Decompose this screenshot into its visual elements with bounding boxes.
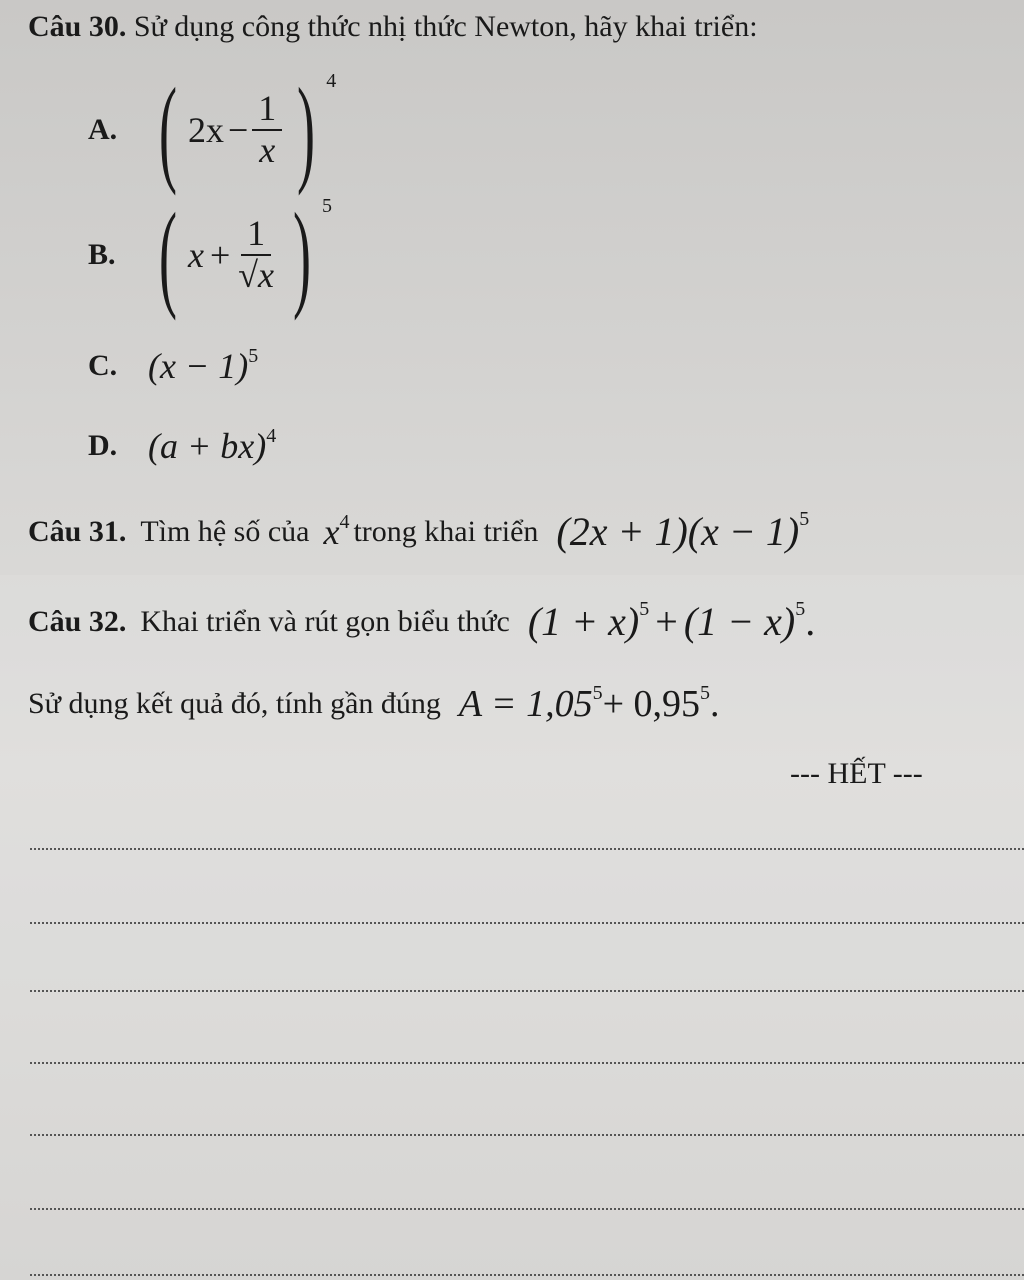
option-b-label: B. bbox=[88, 238, 116, 271]
option-b-exponent: 5 bbox=[321, 195, 332, 217]
answer-line bbox=[30, 1062, 1024, 1064]
question-30-number: Câu 30. bbox=[28, 10, 127, 43]
option-a-expression bbox=[148, 63, 337, 196]
option-b-expression bbox=[148, 188, 332, 321]
option-d-exponent: 4 bbox=[266, 425, 277, 447]
question-31 bbox=[28, 508, 809, 555]
question-32-line2-text: Sử dụng kết quả đó, tính gần đúng bbox=[28, 687, 441, 720]
option-a-operator: − bbox=[227, 110, 249, 150]
variable-x: x bbox=[323, 511, 340, 552]
option-b-numerator: 1 bbox=[241, 214, 271, 256]
option-a-label: A. bbox=[88, 113, 118, 146]
option-d-expr: (a + bx) bbox=[148, 426, 267, 466]
option-a-numerator: 1 bbox=[252, 89, 282, 131]
question-32 bbox=[28, 598, 815, 645]
left-paren: ( bbox=[158, 63, 177, 196]
option-d-label: D. bbox=[88, 429, 118, 462]
expression-exponent: 5 bbox=[799, 508, 810, 530]
expression-body: (2x + 1)(x − 1) bbox=[556, 509, 800, 554]
option-c-expression bbox=[148, 345, 258, 387]
option-a-fraction bbox=[252, 89, 282, 170]
question-31-variable bbox=[323, 511, 349, 553]
question-31-text-after: trong khai triển bbox=[353, 514, 539, 548]
answer-line bbox=[30, 1274, 1024, 1276]
option-b-operator: + bbox=[209, 235, 231, 275]
question-32-expression bbox=[528, 598, 815, 645]
option-a-exponent: 4 bbox=[326, 70, 337, 92]
option-b-base: x bbox=[187, 235, 204, 275]
option-a-denominator: x bbox=[259, 130, 276, 170]
answer-line bbox=[30, 848, 1024, 850]
question-32-number: Câu 32. bbox=[28, 604, 127, 638]
option-b-fraction bbox=[234, 214, 278, 295]
expr1: (1 + x) bbox=[527, 599, 640, 644]
expr2-exponent: 5 bbox=[795, 598, 806, 620]
option-b bbox=[88, 188, 332, 321]
answer-line bbox=[30, 1208, 1024, 1210]
question-32-text: Khai triển và rút gọn biểu thức bbox=[140, 604, 510, 638]
option-d bbox=[88, 425, 276, 467]
option-a bbox=[88, 63, 337, 196]
question-30-text: Sử dụng công thức nhị thức Newton, hãy khai triển: bbox=[133, 10, 758, 43]
expr-tail: . bbox=[805, 599, 816, 644]
question-31-expression bbox=[556, 508, 809, 555]
question-31-text-before: Tìm hệ số của bbox=[140, 514, 310, 548]
right-paren: ) bbox=[293, 188, 311, 321]
expr1-exponent: 5 bbox=[639, 598, 650, 620]
option-c-label: C. bbox=[88, 349, 118, 382]
page-shadow bbox=[0, 575, 1024, 1280]
answer-line bbox=[30, 922, 1024, 924]
line2-mid: + 0,95 bbox=[602, 683, 701, 725]
option-b-denominator: √x bbox=[238, 255, 275, 295]
plus-sign: + bbox=[655, 599, 678, 644]
option-c bbox=[88, 345, 258, 387]
option-d-expression bbox=[148, 425, 276, 467]
option-c-expr: (x − 1) bbox=[148, 346, 249, 386]
question-31-number: Câu 31. bbox=[28, 514, 127, 548]
question-30-header bbox=[28, 10, 758, 44]
end-mark: --- HẾT --- bbox=[790, 757, 923, 790]
line2-exp1: 5 bbox=[592, 682, 603, 704]
answer-line bbox=[30, 990, 1024, 992]
left-paren: ( bbox=[158, 188, 177, 321]
right-paren: ) bbox=[297, 63, 316, 196]
answer-line bbox=[30, 1134, 1024, 1136]
option-c-exponent: 5 bbox=[248, 345, 259, 367]
question-32-line-2 bbox=[28, 682, 720, 726]
expr2: (1 − x) bbox=[683, 599, 796, 644]
line2-exp2: 5 bbox=[700, 682, 711, 704]
line2-tail: . bbox=[710, 683, 720, 725]
question-32-line2-expression bbox=[459, 682, 720, 726]
line2-expr: A = 1,05 bbox=[458, 683, 593, 725]
option-a-base: 2x bbox=[187, 110, 224, 150]
variable-exponent: 4 bbox=[339, 510, 350, 533]
